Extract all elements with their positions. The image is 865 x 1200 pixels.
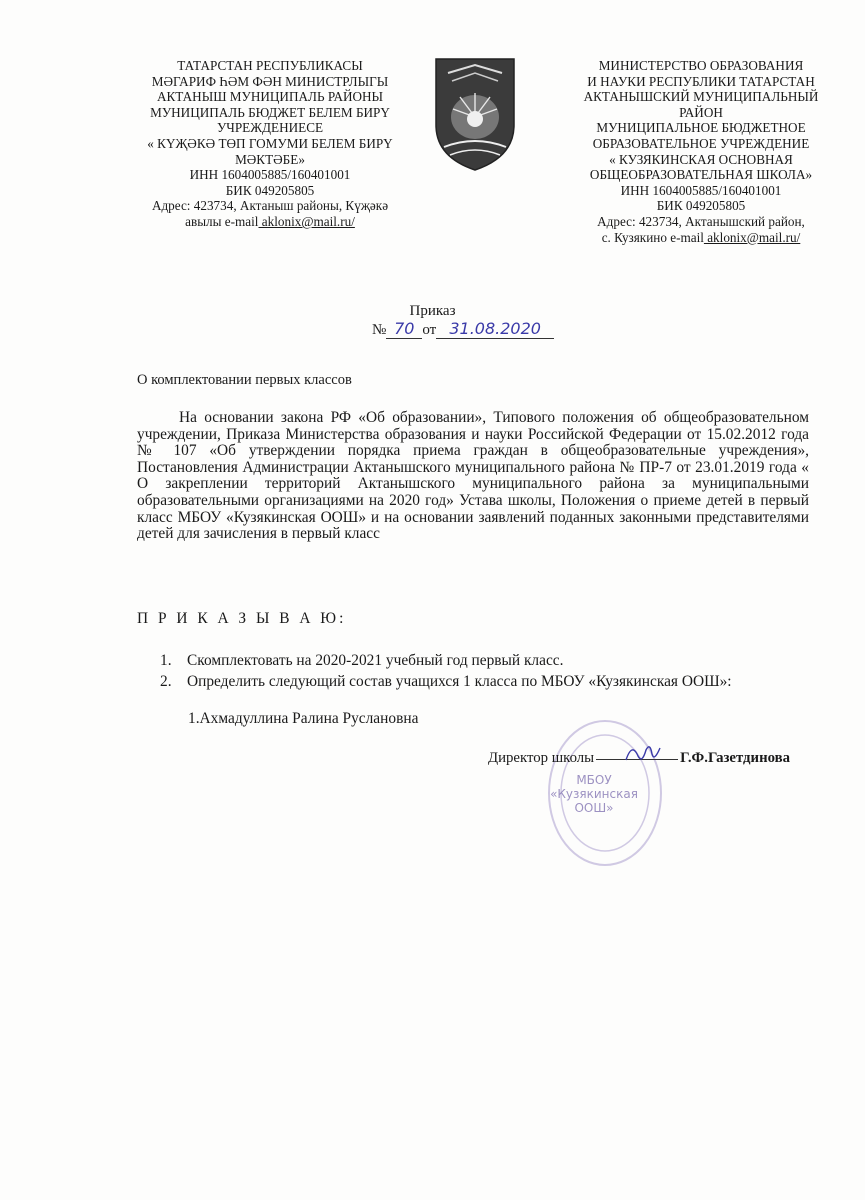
order-subject: О комплектовании первых классов: [137, 372, 352, 388]
email-link[interactable]: aklonix@mail.ru/: [258, 213, 355, 229]
list-item: [160, 671, 732, 692]
header-left-line: МӘГАРИФ ҺӘМ ФӘН МИНИСТРЛЫГЫ: [151, 73, 389, 89]
coat-of-arms-icon: [430, 55, 520, 173]
header-left-line: АКТАНЫШ МУНИЦИПАЛЬ РАЙОНЫ: [156, 89, 384, 105]
order-number: 70: [386, 320, 422, 339]
header-left-line: « КҮҖӘКӘ ТӨП ГОМУМИ БЕЛЕМ БИРҮ: [147, 135, 393, 151]
item-number: 2.: [160, 673, 172, 690]
stamp-line: МБОУ: [576, 773, 612, 787]
email-prefix: авылы e-mail: [185, 213, 259, 229]
header-right-line: « КУЗЯКИНСКАЯ ОСНОВНАЯ: [609, 151, 793, 167]
header-right-line: ОБЩЕОБРАЗОВАТЕЛЬНАЯ ШКОЛА»: [589, 167, 813, 183]
header-left-line: БИК 049205805: [225, 182, 315, 198]
email-link[interactable]: aklonix@mail.ru/: [703, 229, 801, 245]
header-right-line: Адрес: 423734, Актанышский район,: [597, 213, 805, 229]
order-items-list: [160, 650, 732, 692]
header-right-line: МУНИЦИПАЛЬНОЕ БЮДЖЕТНОЕ: [596, 120, 806, 136]
item-number: 1.: [160, 652, 172, 669]
handwritten-signature-icon: [622, 740, 666, 768]
header-left-line: МУНИЦИПАЛЬ БЮДЖЕТ БЕЛЕМ БИРҮ: [150, 104, 390, 120]
header-right-russian: [570, 58, 832, 245]
item-text: Определить следующий состав учащихся 1 класса по МБОУ «Кузякинская ООШ»:: [187, 673, 732, 690]
header-left-line: МӘКТӘБЕ»: [235, 151, 305, 167]
email-prefix: с. Кузякино e-mail: [601, 229, 704, 245]
stamp-line: «Кузякинская: [550, 787, 638, 801]
header-left-tatar: [120, 58, 420, 230]
header-left-line: Адрес: 423734, Актаныш районы, Күҗәкә: [151, 198, 389, 214]
header-right-line: АКТАНЫШСКИЙ МУНИЦИПАЛЬНЫЙ: [583, 89, 819, 105]
order-directive: П Р И К А З Ы В А Ю:: [137, 610, 347, 627]
list-item: [160, 650, 732, 671]
number-label: №: [372, 322, 387, 338]
order-preamble: На основании закона РФ «Об образовании», Типового положения об общеобразовательном учреждении, Приказа Министерства образования и науки Российской Федерации от 15.02.2012 года № 107 «Об утверждении порядка приема граждан в общеобразовательные учреждения», Постановления Администрации Актанышского муниципального района № ПР-7 от 23.01.2019 года « О закреплении территорий Актанышского муниципального района за муниципальными образовательными организациями на 2020 год» Устава школы, Положения о приеме детей в первый класс МБОУ «Кузякинская ООШ» и на основании заявлений поданных законными представителями детей для зачисления в первый класс: [137, 409, 809, 543]
header-right-email-line: [570, 230, 832, 246]
header-left-line: ТАТАРСТАН РЕСПУБЛИКАСЫ: [177, 58, 363, 73]
header-right-line: И НАУКИ РЕСПУБЛИКИ ТАТАРСТАН: [587, 73, 815, 89]
stamp-line: ООШ»: [574, 801, 614, 815]
date-label: от: [422, 322, 437, 338]
header-right-line: МИНИСТЕРСТВО ОБРАЗОВАНИЯ: [598, 58, 804, 73]
stamp-text: [548, 773, 640, 815]
header-left-line: УЧРЕЖДЕНИЕСЕ: [216, 120, 324, 136]
header-right-line: БИК 049205805: [656, 198, 746, 214]
order-title: Приказ: [409, 303, 456, 319]
order-date: 31.08.2020: [436, 320, 554, 339]
item-text: Скомплектовать на 2020-2021 учебный год первый класс.: [187, 652, 564, 669]
header-left-email-line: [120, 214, 420, 230]
header-right-line: ИНН 1604005885/160401001: [620, 182, 782, 198]
student-name: 1.Ахмадуллина Ралина Руслановна: [188, 710, 419, 727]
header-right-line: РАЙОН: [679, 104, 723, 120]
header-left-line: ИНН 1604005885/160401001: [189, 167, 351, 183]
order-number-line: [372, 320, 554, 339]
header-right-line: ОБРАЗОВАТЕЛЬНОЕ УЧРЕЖДЕНИЕ: [592, 135, 810, 151]
director-name: Г.Ф.Газетдинова: [680, 750, 791, 766]
director-label: Директор школы: [488, 750, 595, 766]
